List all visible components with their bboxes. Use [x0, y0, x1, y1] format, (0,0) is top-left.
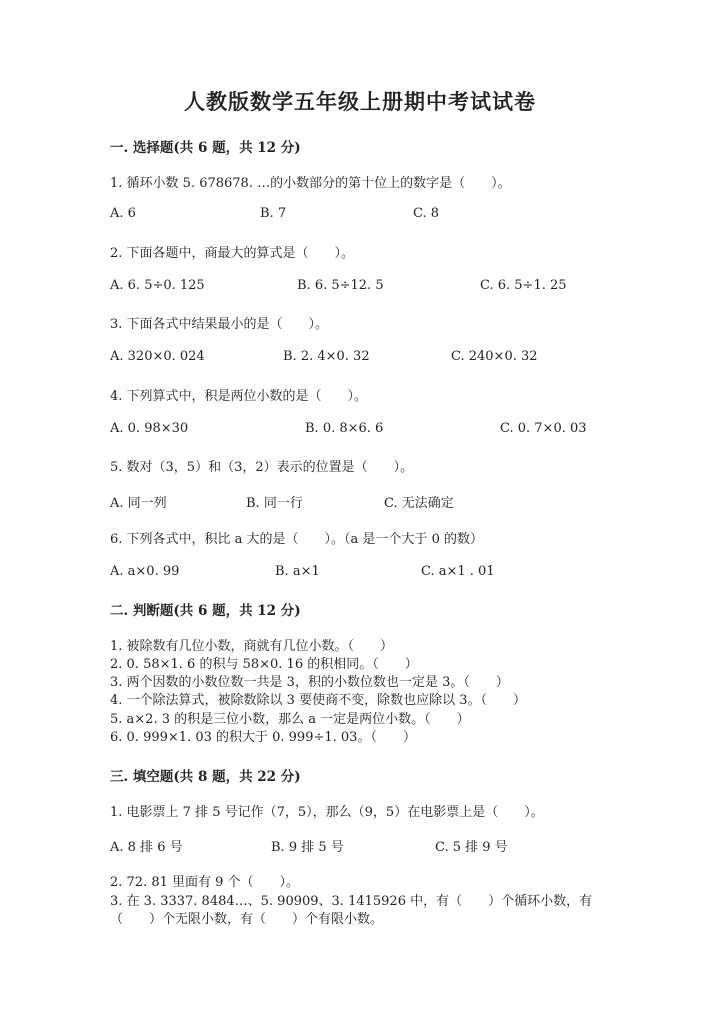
- option-b: B. 7: [260, 206, 287, 221]
- option-a: A. 6: [110, 206, 136, 221]
- question-text: 5. 数对（3，5）和（3，2）表示的位置是（ ）。: [110, 460, 414, 475]
- option-c: C. 240×0. 32: [451, 349, 538, 364]
- question-text: 3. 下面各式中结果最小的是（ ）。: [110, 317, 329, 332]
- option-b: B. 0. 8×6. 6: [305, 421, 384, 436]
- section-heading-true-false: 二. 判断题(共 6 题，共 12 分): [110, 603, 301, 619]
- option-a: A. 6. 5÷0. 125: [110, 278, 205, 293]
- option-b: B. 6. 5÷12. 5: [297, 278, 384, 293]
- option-b: B. 9 排 5 号: [271, 840, 344, 855]
- question-text: 2. 下面各题中，商最大的算式是（ ）。: [110, 246, 355, 261]
- option-b: B. 2. 4×0. 32: [283, 349, 370, 364]
- section-heading-fill-blank: 三. 填空题(共 8 题，共 22 分): [110, 769, 301, 785]
- question-text-continued: （ ）个无限小数，有（ ）个有限小数。: [110, 912, 384, 927]
- section-heading-choice: 一. 选择题(共 6 题，共 12 分): [110, 140, 301, 156]
- option-c: C. 5 排 9 号: [435, 840, 508, 855]
- judgement-item: 3. 两个因数的小数位数一共是 3，积的小数位数也一定是 3。（ ）: [110, 675, 509, 690]
- judgement-item: 1. 被除数有几位小数，商就有几位小数。（ ）: [110, 639, 394, 654]
- page-title: 人教版数学五年级上册期中考试试卷: [184, 89, 536, 114]
- option-a: A. 同一列: [110, 496, 167, 511]
- judgement-item: 2. 0. 58×1. 6 的积与 58×0. 16 的积相同。（ ）: [110, 657, 418, 672]
- judgement-item: 4. 一个除法算式，被除数除以 3 要使商不变，除数也应除以 3。（ ）: [110, 693, 526, 708]
- option-a: A. a×0. 99: [110, 564, 180, 579]
- option-b: B. 同一行: [246, 496, 303, 511]
- question-text: 6. 下列各式中，积比 a 大的是（ ）。（a 是一个大于 0 的数）: [110, 532, 483, 547]
- option-c: C. 8: [413, 206, 440, 221]
- option-c: C. 0. 7×0. 03: [500, 421, 587, 436]
- question-text: 2. 72. 81 里面有 9 个（ ）。: [110, 875, 300, 890]
- option-c: C. a×1 . 01: [421, 564, 495, 579]
- judgement-item: 6. 0. 999×1. 03 的积大于 0. 999÷1. 03。（ ）: [110, 730, 416, 745]
- question-text: 1. 循环小数 5. 678678. …的小数部分的第十位上的数字是（ ）。: [110, 176, 511, 191]
- question-text: 1. 电影票上 7 排 5 号记作（7，5），那么（9，5）在电影票上是（ ）。: [110, 805, 544, 820]
- option-b: B. a×1: [275, 564, 320, 579]
- option-a: A. 0. 98×30: [110, 421, 189, 436]
- option-a: A. 320×0. 024: [110, 349, 205, 364]
- option-c: C. 无法确定: [384, 496, 454, 511]
- option-c: C. 6. 5÷1. 25: [480, 278, 567, 293]
- option-a: A. 8 排 6 号: [110, 840, 183, 855]
- question-text: 3. 在 3. 3337. 8484…、5. 90909、3. 1415926 中，有（ ）个循环小数，有: [110, 894, 593, 909]
- question-text: 4. 下列算式中，积是两位小数的是（ ）。: [110, 389, 368, 404]
- judgement-item: 5. a×2. 3 的积是三位小数，那么 a 一定是两位小数。（ ）: [110, 712, 470, 727]
